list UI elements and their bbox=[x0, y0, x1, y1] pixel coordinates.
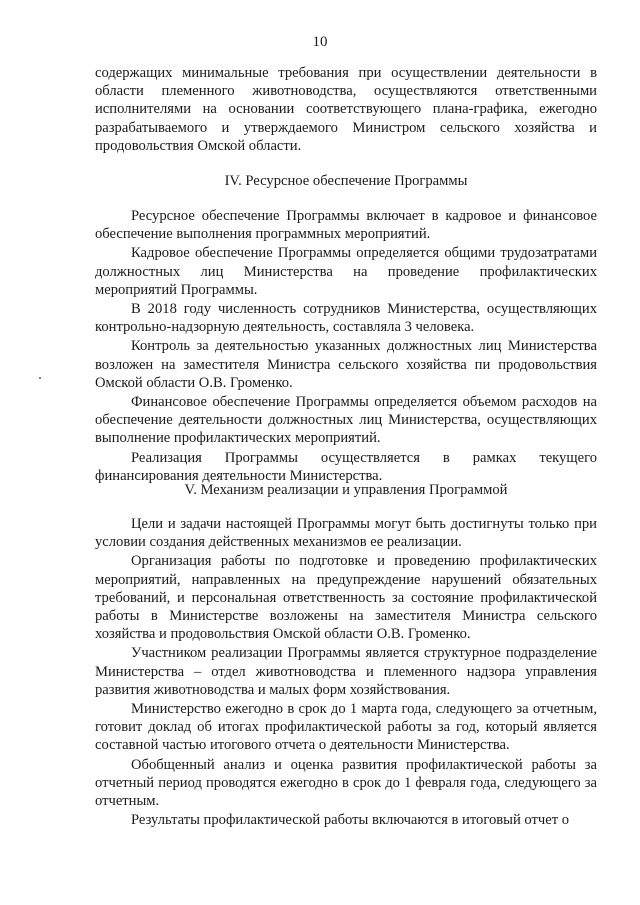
section-5-paragraph: Министерство ежегодно в срок до 1 марта года, следующего за отчетным, готовит доклад об итогах профилактической работы за год, который является составной частью итогового отчета о деятельности Министерства. bbox=[95, 701, 597, 754]
scan-speck bbox=[39, 377, 41, 379]
section-4-paragraph: Финансовое обеспечение Программы определяется объемом расходов на обеспечение деятельности должностных лиц Министерства, осуществляющих выполнение профилактических мероприятий. bbox=[95, 394, 597, 447]
section-5-paragraph: Организация работы по подготовке и проведению профилактических мероприятий, направленных на предупреждение нарушений обязательных требований, и персональная ответственность за состояние профилактической работы в Министерстве возложены на заместителя Министра сельского хозяйства и продовольствия Омской области О.В. Громенко. bbox=[95, 553, 597, 643]
section-4-paragraph: Контроль за деятельностью указанных должностных лиц Министерства возложен на заместителя Министра сельского хозяйства пи продовольствия Омской области О.В. Громенко. bbox=[95, 338, 597, 391]
section-5-body bbox=[95, 515, 597, 829]
section-4 bbox=[95, 172, 597, 190]
continuation-block bbox=[95, 64, 597, 155]
section-5-paragraph: Участником реализации Программы является структурное подразделение Министерства – отдел животноводства и племенного надзора управления развития животноводства и малых форм хозяйствования. bbox=[95, 645, 597, 698]
section-4-paragraph: Реализация Программы осуществляется в рамках текущего финансирования деятельности Министерства. bbox=[95, 449, 597, 484]
section-4-body bbox=[95, 207, 597, 485]
section-5-heading: V. Механизм реализации и управления Программой bbox=[184, 482, 508, 498]
section-5-paragraph: Результаты профилактической работы включаются в итоговый отчет о bbox=[131, 812, 570, 829]
continuation-paragraph: содержащих минимальные требования при осуществлении деятельности в области племенного животноводства, осуществляются ответственными исполнителями на основании соответствующего плана-графика, ежегодно разрабатываемого и утверждаемого Министром сельского хозяйства и продовольствия Омской области. bbox=[95, 65, 597, 154]
section-5-paragraph: Обобщенный анализ и оценка развития профилактической работы за отчетный период проводятся ежегодно в срок до 1 февраля года, следующего за отчетным. bbox=[95, 756, 597, 810]
section-4-paragraph: Ресурсное обеспечение Программы включает в кадровое и финансовое обеспечение выполнения программных мероприятий. bbox=[95, 208, 597, 243]
page-number: 10 bbox=[312, 34, 328, 50]
section-5 bbox=[95, 481, 597, 499]
section-4-heading: IV. Ресурсное обеспечение Программы bbox=[224, 173, 468, 189]
section-4-paragraph: В 2018 году численность сотрудников Министерства, осуществляющих контрольно-надзорную деятельность, составляла 3 человека. bbox=[95, 301, 597, 336]
section-5-paragraph: Цели и задачи настоящей Программы могут быть достигнуты только при условии создания действенных механизмов ее реализации. bbox=[95, 516, 597, 551]
section-4-paragraph: Кадровое обеспечение Программы определяется общими трудозатратами должностных лиц Министерства на проведение профилактических мероприятий Программы. bbox=[95, 245, 597, 298]
